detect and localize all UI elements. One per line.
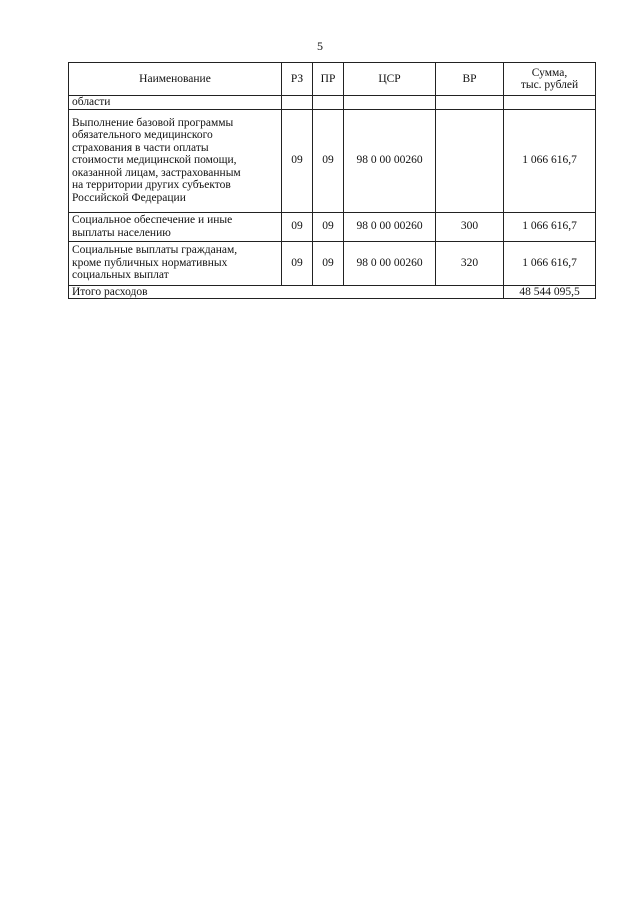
table-cell <box>344 96 436 110</box>
row-csr: 98 0 00 00260 <box>344 109 436 212</box>
name-line: выплаты населению <box>72 226 171 239</box>
table-row <box>69 212 596 241</box>
budget-table <box>68 62 596 299</box>
name-line: стоимости медицинской помощи, <box>72 154 237 167</box>
table-cell <box>436 96 504 110</box>
row-pr: 09 <box>313 109 344 212</box>
page-number: 5 <box>317 39 323 53</box>
header-vr: ВР <box>436 63 504 96</box>
name-line: на территории других субъектов <box>72 179 231 192</box>
row-rz: 09 <box>282 212 313 241</box>
total-label: Итого расходов <box>69 285 504 299</box>
name-line: Российской Федерации <box>72 191 186 204</box>
name-line: страхования в части оплаты <box>72 141 209 154</box>
table-row <box>69 109 596 212</box>
name-line: Выполнение базовой программы <box>72 116 234 129</box>
row-csr: 98 0 00 00260 <box>344 212 436 241</box>
table-row <box>69 241 596 285</box>
row-sum: 1 066 616,7 <box>504 109 596 212</box>
row-pr: 09 <box>313 212 344 241</box>
row-vr: 320 <box>436 241 504 285</box>
header-sum <box>504 63 596 96</box>
header-name: Наименование <box>69 63 282 96</box>
continuation-row <box>69 96 596 110</box>
table-cell <box>504 96 596 110</box>
header-rz: РЗ <box>282 63 313 96</box>
row-name <box>69 212 282 241</box>
total-sum: 48 544 095,5 <box>504 285 596 299</box>
name-line: обязательного медицинского <box>72 129 213 142</box>
row-rz: 09 <box>282 109 313 212</box>
row-vr: 300 <box>436 212 504 241</box>
row-rz: 09 <box>282 241 313 285</box>
row-name <box>69 109 282 212</box>
name-line: Социальное обеспечение и иные <box>72 214 233 226</box>
row-pr: 09 <box>313 241 344 285</box>
row-sum: 1 066 616,7 <box>504 212 596 241</box>
table-cell <box>282 96 313 110</box>
continuation-text: области <box>69 96 282 110</box>
header-sum-line2: тыс. рублей <box>520 79 579 91</box>
header-pr: ПР <box>313 63 344 96</box>
row-csr: 98 0 00 00260 <box>344 241 436 285</box>
row-vr <box>436 109 504 212</box>
row-sum: 1 066 616,7 <box>504 241 596 285</box>
total-row <box>69 285 596 299</box>
header-csr: ЦСР <box>344 63 436 96</box>
name-line: оказанной лицам, застрахованным <box>72 166 241 179</box>
name-line: кроме публичных нормативных <box>72 256 228 269</box>
header-sum-line1: Сумма, <box>531 66 568 79</box>
row-name <box>69 241 282 285</box>
table-header-row <box>69 63 596 96</box>
name-line: Социальные выплаты гражданам, <box>72 244 238 257</box>
table-cell <box>313 96 344 110</box>
name-line: социальных выплат <box>72 269 169 282</box>
